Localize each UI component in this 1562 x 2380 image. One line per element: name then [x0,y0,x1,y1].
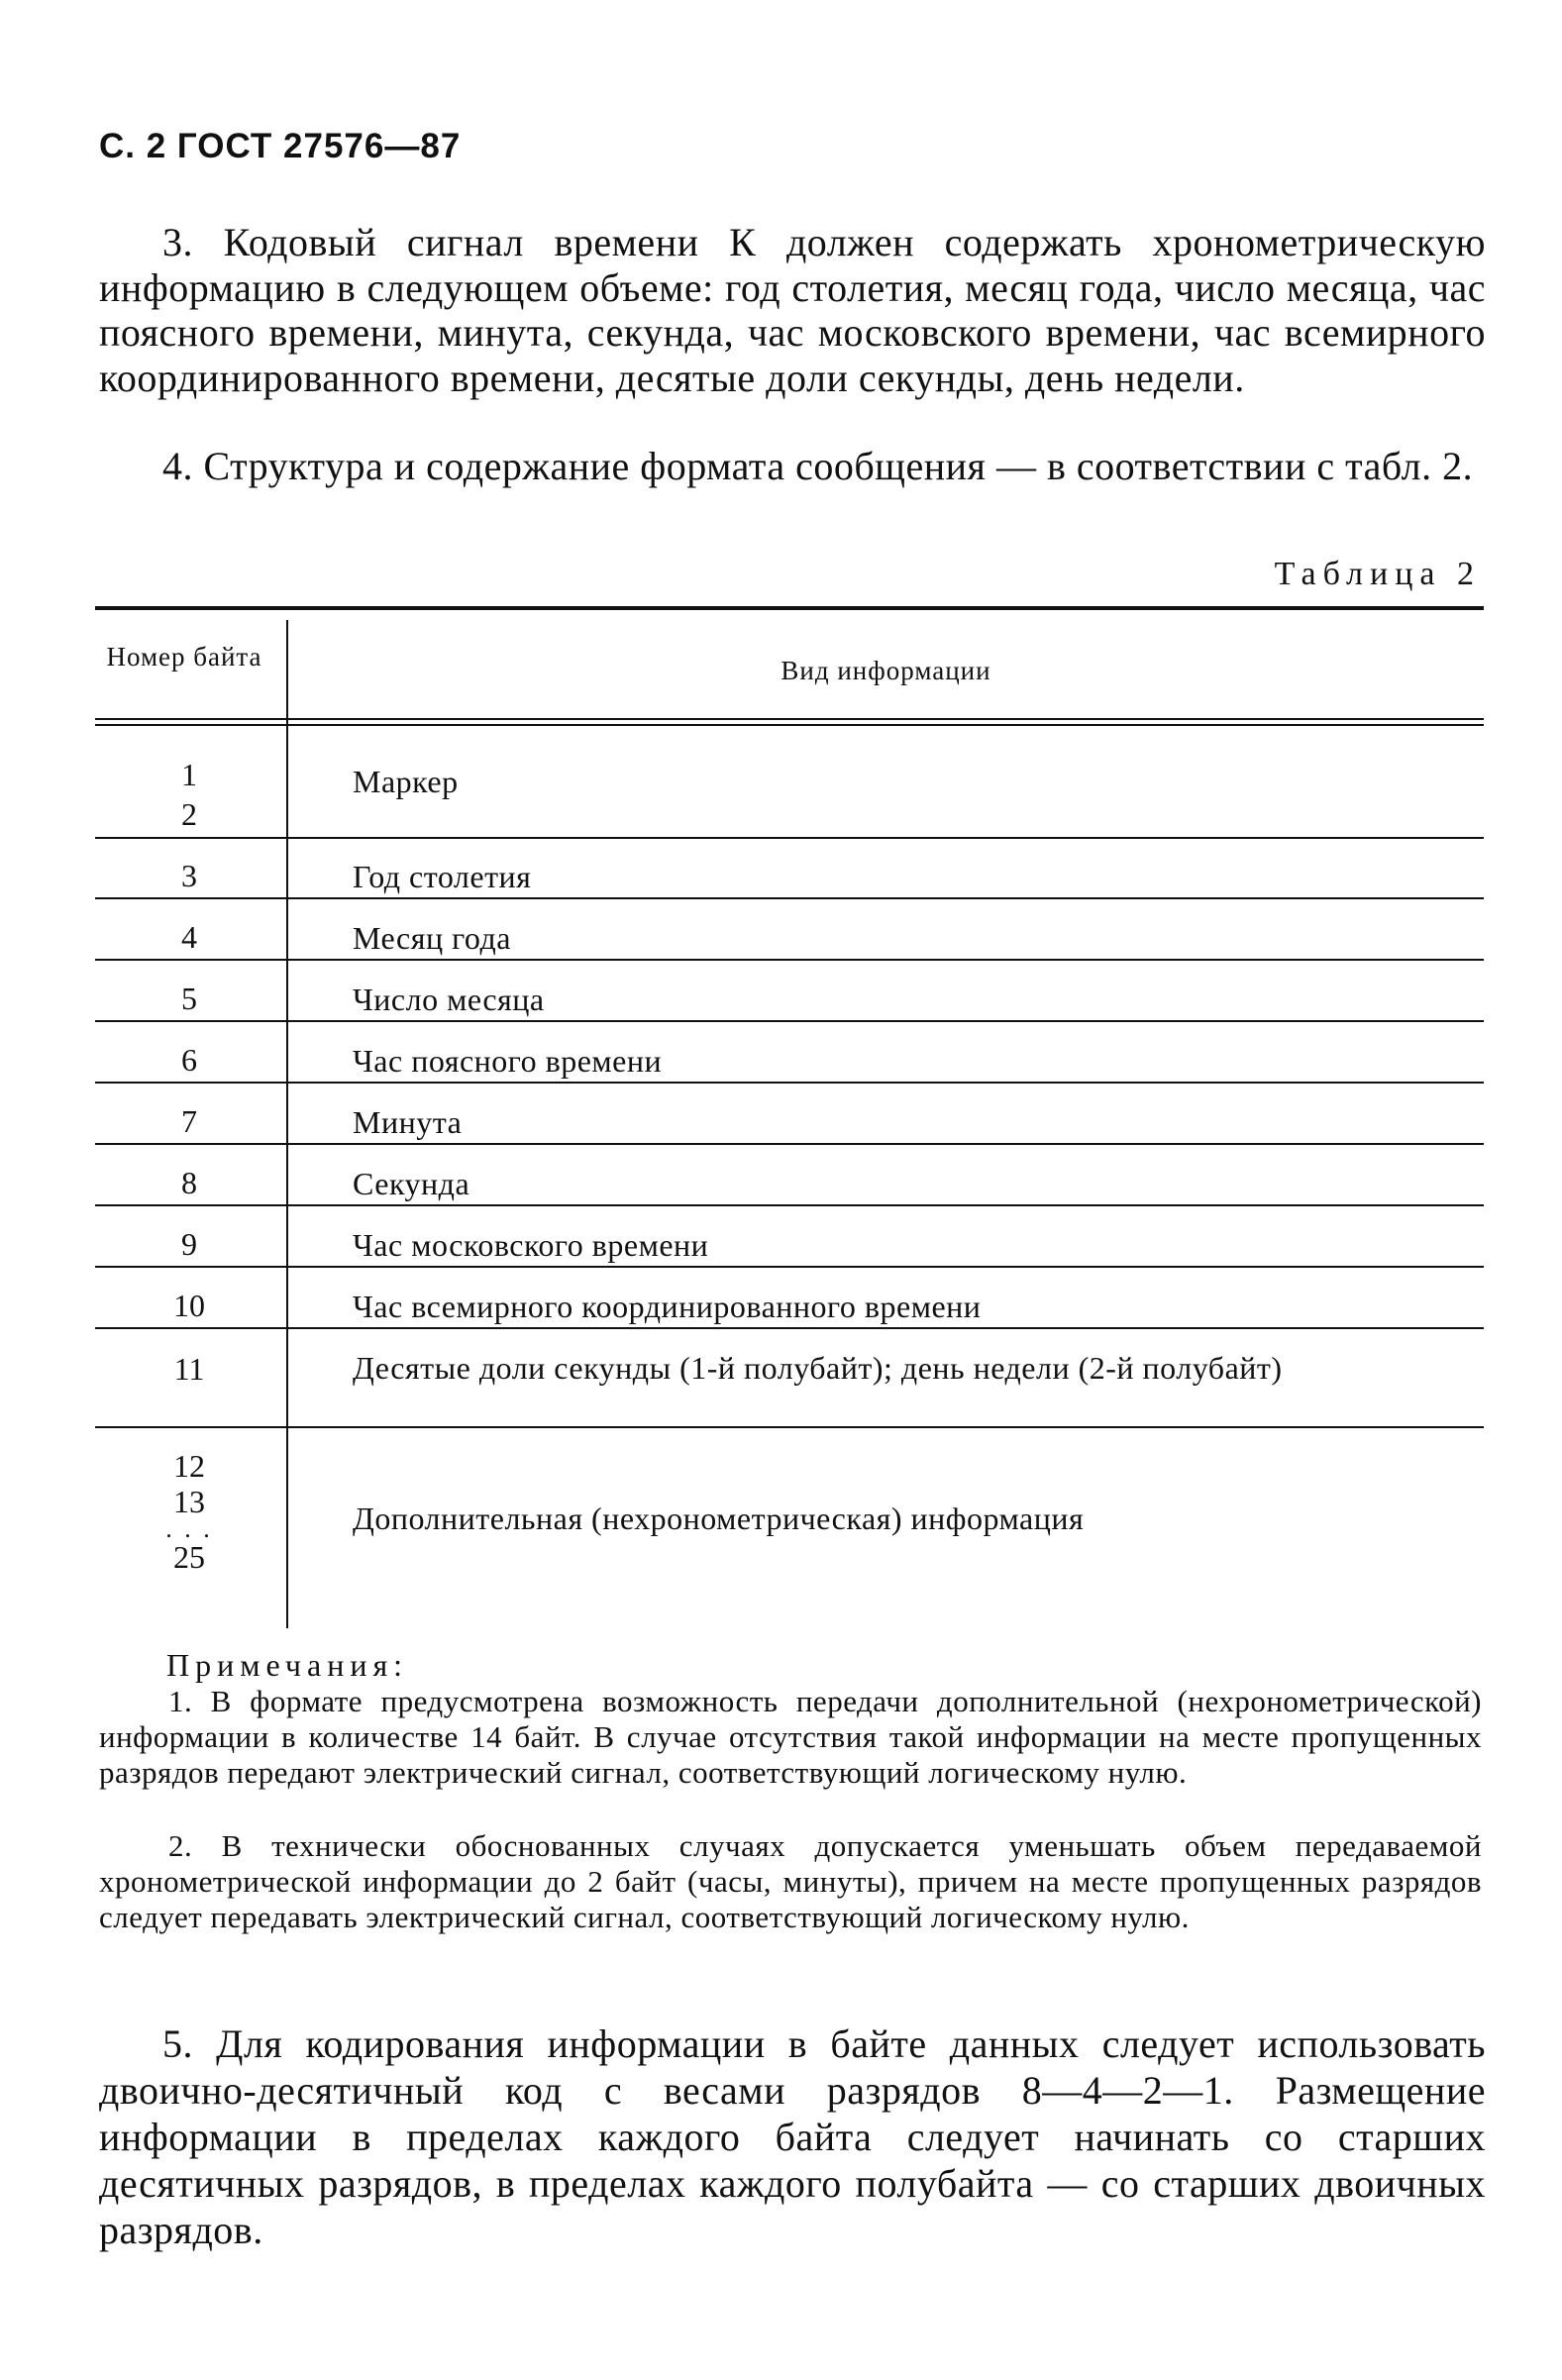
table-2 [95,606,1484,1628]
col-header-info-type: Вид информации [781,656,991,685]
note-1-text: 1. В формате предусмотрена возможность передачи дополнительной (нехронометрической) информации в количестве 14 байт. В случае отсутствия такой информации на месте пропущенных разрядов передают электрический сигнал, соответствующий логическому нулю. [99,1684,1482,1790]
table-top-rule [95,606,1484,610]
row-11-num-c: 25 [173,1539,205,1575]
row-rule [95,837,1484,839]
row-7-text: Секунда [353,1166,470,1201]
row-3-text: Месяц года [353,920,511,956]
row-1-number [95,755,283,834]
paragraph-3 [99,220,1486,400]
row-6-text: Минута [353,1104,463,1140]
row-rule [95,1426,1484,1428]
note-2 [99,1828,1482,1935]
row-10-number: 11 [173,1351,205,1387]
col-header-byte-number: Номер байта [106,642,262,672]
row-rule [95,1204,1484,1206]
row-10-text: Десятые доли секунды (1-й полубайт); день недели (2-й полубайт) [353,1350,1283,1386]
note-1 [99,1684,1482,1791]
notes-title: Примечания: [166,1647,409,1683]
row-2-number: 3 [181,858,197,893]
row-11-ellipsis: . . . [165,1514,213,1543]
paragraph-5-text: 5. Для кодирования информации в байте данных следует использовать двоично-десятичный код с весами разрядов 8—4—2—1. Размещение информации в пределах каждого байта следует начинать со старших десятичных разрядов, в пределах каждого полубайта — со старших двоичных разрядов. [99,2021,1486,2252]
row-11-number [95,1448,283,1575]
row-rule [95,1020,1484,1022]
row-2-text: Год столетия [353,859,532,894]
row-9-number: 10 [173,1288,205,1323]
row-11-num-a: 12 [173,1448,205,1484]
row-1-num-b: 2 [181,796,197,832]
paragraph-3-text: 3. Кодовый сигнал времени К должен содержать хронометрическую информацию в следующем объеме: год столетия, месяц года, число месяца, час поясного времени, минута, секунда, час московского времени, час всемирного координированного времени, десятые доли секунды, день недели. [99,220,1486,400]
paragraph-4 [99,444,1486,489]
note-2-text: 2. В технически обоснованных случаях допускается уменьшать объем передаваемой хронометрической информации до 2 байт (часы, минуты), причем на месте пропущенных разрядов следует передавать электрический сигнал, соответствующий логическому нулю. [99,1828,1482,1934]
header-bottom-rule-2 [95,724,1484,726]
row-rule [95,897,1484,899]
row-rule [95,1327,1484,1329]
paragraph-5 [99,2020,1486,2253]
row-11-num-b: 13 [173,1484,205,1519]
row-5-text: Час поясного времени [353,1043,663,1079]
header-bottom-rule [95,718,1484,720]
row-4-number: 5 [181,981,197,1016]
row-6-number: 7 [181,1103,197,1139]
row-7-number: 8 [181,1165,197,1200]
row-rule [95,1143,1484,1145]
row-9-text: Час всемирного координированного времени [353,1289,982,1324]
row-rule [95,1082,1484,1084]
row-11-text: Дополнительная (нехронометрическая) информация [353,1500,1085,1536]
row-1-text: Маркер [353,764,459,799]
row-3-number: 4 [181,919,197,955]
row-rule [95,959,1484,961]
page-header: С. 2 ГОСТ 27576—87 [99,127,462,165]
table-caption: Таблица 2 [1274,556,1481,592]
paragraph-4-text: 4. Структура и содержание формата сообщения — в соответствии с табл. 2. [162,444,1474,488]
row-1-num-a: 1 [181,757,197,792]
row-8-number: 9 [181,1226,197,1262]
row-5-number: 6 [181,1042,197,1078]
row-8-text: Час московского времени [353,1227,709,1263]
table-column-divider [286,620,288,1628]
row-rule [95,1266,1484,1268]
row-4-text: Число месяца [353,982,545,1017]
